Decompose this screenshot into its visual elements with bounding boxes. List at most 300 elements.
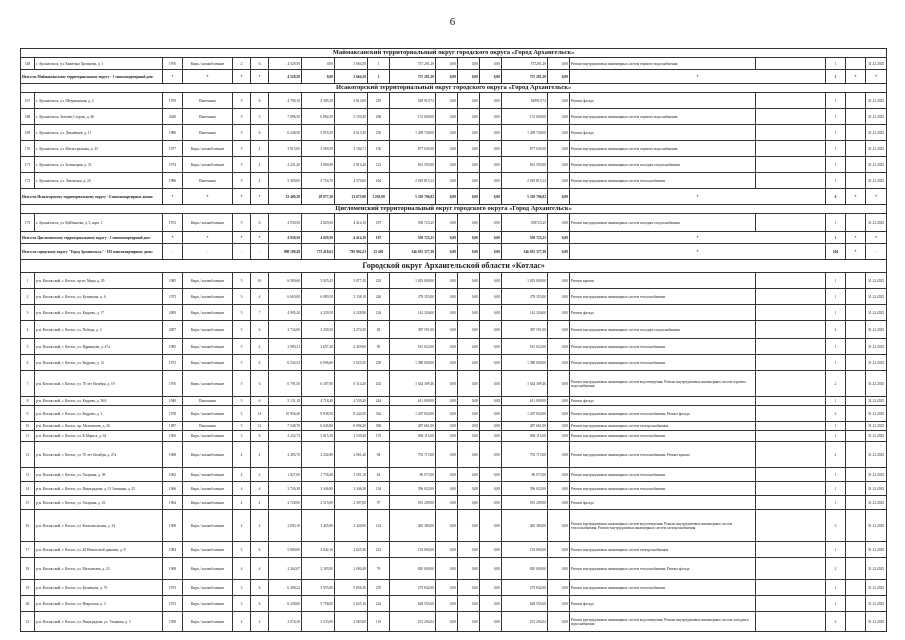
blank-cell [846,273,866,289]
blank-cell [846,558,866,580]
cost-other-cell: 0,00 [548,173,570,189]
entrances-cell: 6 [251,542,269,558]
total-work-cell: * [570,70,826,84]
total-row [21,70,887,84]
table-row [21,339,887,355]
work-note-cell [756,542,826,558]
row-number-cell: 10 [21,422,35,431]
floors-cell: 4 [233,510,251,542]
residential-area-cell: 3 420,90 [335,510,368,542]
total-area-cell: 4 529,50 [269,58,302,70]
total-label-cell: Итого по Маймаксанскому территориальному округу - 1 многоквартирный дом: [21,70,163,84]
cost-total-cell: 591 209,00 [390,496,436,510]
address-cell: г. Архангельск, ул. Штурманская, д. 2 [35,93,163,109]
total-mark-cell: * [846,244,866,260]
cost-owners-cell: 549919,72 [502,93,548,109]
total-count-cell: 6 [826,189,846,205]
cost-owners-cell: 601 583,00 [502,157,548,173]
residential-area-cell: 6 096,20 [335,422,368,431]
cost-other-cell: 0,00 [548,321,570,339]
work-count-cell: 1 [826,431,846,442]
cost-local-cell: 0,00 [480,141,502,157]
year-cell: 1977 [163,141,183,157]
cost-fund-cell: 0,00 [436,157,458,173]
residents-cell: 250 [368,355,390,371]
cost-fund-cell: 0,00 [436,289,458,305]
entrances-cell: 6 [251,371,269,397]
cost-local-cell: 0,00 [480,510,502,542]
cost-other-cell: 0,00 [548,109,570,125]
entrances-cell: 6 [251,214,269,232]
cost-owners-cell: 611 000,00 [502,397,548,406]
deadline-cell: 31.12.2025 [866,173,887,189]
total-area-cell: 6 580,60 [269,273,302,289]
work-count-cell: 2 [826,558,846,580]
residents-cell: 126 [368,305,390,321]
cost-regional-cell: 0,00 [458,612,480,632]
cost-total-cell: 387 591,00 [390,321,436,339]
address-cell: р-н. Котласский, г. Котлас, пр-кт. Мира, д. 29 [35,273,163,289]
total-area-cell: 6 665,00 [269,289,302,305]
residential-area-cell: 4 228,90 [335,305,368,321]
blank-cell [846,580,866,596]
cost-owners-cell: 1 209 728,00 [502,125,548,141]
total-cost-cell: 346 815 377,38 [390,244,436,260]
floors-cell: 5 [233,321,251,339]
wall-material-cell: Кирп./ шлакоблочные [183,371,233,397]
entrances-cell: 4 [251,558,269,580]
total-row [21,189,887,205]
wall-material-cell: Кирп./ шлакоблочные [183,141,233,157]
total-area-cell: 1 827,00 [269,468,302,482]
residential-area-cell: 6 114,20 [335,371,368,397]
table-row [21,93,887,109]
deadline-cell: 31.12.2025 [866,397,887,406]
deadline-cell: 31.12.2025 [866,289,887,305]
total-row [21,232,887,244]
total-cost-fund-cell: 0,00 [436,189,458,205]
table-row [21,422,887,431]
blank-cell [846,406,866,422]
total-cost-fund-cell: 0,00 [436,244,458,260]
residents-cell: 94 [368,442,390,468]
entrances-cell: 4 [251,510,269,542]
residents-cell: 210 [368,273,390,289]
total-residents-cell: 35 491 [368,244,390,260]
work-note-cell [756,371,826,397]
premises-area-cell: 1 758,40 [302,468,335,482]
cost-fund-cell: 0,00 [436,496,458,510]
cost-regional-cell: 0,00 [458,468,480,482]
address-cell: г. Архангельск, ул. Куйбышева, д. 5, корп. 1 [35,214,163,232]
cost-regional-cell: 0,00 [458,125,480,141]
premises-area-cell: 3 754,70 [302,173,335,189]
address-cell: р-н. Котласский, г. Котлас, ул. 28 Невельской дивизии, д. 8 [35,542,163,558]
year-cell: 1973 [163,580,183,596]
cost-local-cell: 0,00 [480,397,502,406]
residential-area-cell: 2 983,00 [335,612,368,632]
work-type-cell: Ремонт внутридомовых инженерных систем холодного водоснабжения [570,157,756,173]
cost-local-cell: 0,00 [480,355,502,371]
residential-area-cell: 5 856,30 [335,580,368,596]
residents-cell: 232 [368,542,390,558]
residents-cell: 1 [368,58,390,70]
cost-total-cell: 192 060,00 [390,542,436,558]
cost-total-cell: 287 661,00 [390,422,436,431]
work-note-cell [756,431,826,442]
work-note-cell [756,93,826,109]
blank-cell [846,510,866,542]
premises-area-cell: 3 233,00 [302,612,335,632]
cost-fund-cell: 0,00 [436,321,458,339]
total-count-cell: 204 [826,244,846,260]
address-cell: р-н. Котласский, г. Котлас, ул. 70 лет Октября, д. 19 [35,371,163,397]
residential-area-cell: 5 150,30 [335,109,368,125]
total-area-cell: 6 448,50 [269,125,302,141]
row-number-cell: 3 [21,305,35,321]
floors-cell: 5 [233,542,251,558]
cost-total-cell: 278 355,00 [390,289,436,305]
total-mark-cell: * [866,232,887,244]
blank-cell [846,157,866,173]
deadline-cell: 31.12.2025 [866,558,887,580]
section-header-row [21,205,887,214]
row-number-cell: 1 [21,273,35,289]
table-row [21,125,887,141]
work-type-cell: Ремонт внутридомовых инженерных систем теплоснабжения [570,355,756,371]
work-note-cell [756,482,826,496]
work-type-cell: Ремонт внутридомовых инженерных систем холодного водоснабжения [570,321,756,339]
work-count-cell: 2 [826,442,846,468]
residents-cell: 62 [368,468,390,482]
table-row [21,580,887,596]
row-number-cell: 14 [21,482,35,496]
cost-local-cell: 0,00 [480,339,502,355]
total-mark-cell: * [163,232,183,244]
cost-local-cell: 0,00 [480,431,502,442]
floors-cell: 5 [233,580,251,596]
row-number-cell: 172 [21,173,35,189]
work-count-cell: 1 [826,125,846,141]
table-row [21,431,887,442]
total-residential-area-cell: 4 414,10 [335,232,368,244]
total-work-cell: * [570,189,826,205]
residential-area-cell: 3 664,50 [335,58,368,70]
cost-fund-cell: 0,00 [436,596,458,612]
entrances-cell: 4 [251,157,269,173]
total-area-cell: 4 232,73 [269,431,302,442]
cost-regional-cell: 0,00 [458,93,480,109]
residents-cell: 95 [368,339,390,355]
floors-cell: 5 [233,339,251,355]
total-cost-regional-cell: 0,00 [458,244,480,260]
entrances-cell: 10 [251,273,269,289]
table-row [21,482,887,496]
total-area-cell: 10 956,40 [269,406,302,422]
address-cell: р-н. Котласский, г. Котлас, ул. Некрасова, д. 3 [35,596,163,612]
work-note-cell [756,510,826,542]
work-type-cell: Ремонт внутридомовых инженерных систем горячего водоснабжения [570,58,756,70]
row-number-cell: 17 [21,542,35,558]
wall-material-cell: Панельные [183,125,233,141]
floors-cell: 5 [233,406,251,422]
total-mark-cell: * [183,232,233,244]
work-note-cell [756,125,826,141]
deadline-cell: 31.12.2025 [866,355,887,371]
deadline-cell: 31.12.2025 [866,580,887,596]
blank-cell [846,596,866,612]
total-mark-cell: * [251,189,269,205]
year-cell: 1980 [163,125,183,141]
cost-fund-cell: 0,00 [436,109,458,125]
cost-total-cell: 1 025 000,00 [390,273,436,289]
blank-cell [846,305,866,321]
cost-other-cell: 0,00 [548,339,570,355]
entrances-cell: 14 [251,406,269,422]
total-mark-cell: - [251,244,269,260]
cost-owners-cell: 387 591,00 [502,321,548,339]
blank-cell [846,321,866,339]
address-cell: р-н. Котласский, г. Котлас, ул. Виноградова, д. 31 Затинная, д. 25 [35,482,163,496]
cost-fund-cell: 0,00 [436,406,458,422]
total-area-cell: 3 803,10 [269,510,302,542]
cost-local-cell: 0,00 [480,93,502,109]
cost-regional-cell: 0,00 [458,580,480,596]
table-row [21,496,887,510]
year-cell: 1963 [163,431,183,442]
blank-cell [846,442,866,468]
address-cell: р-н. Котласский, г. Котлас, ул. Кедрова, д. 12 [35,355,163,371]
cost-local-cell: 0,00 [480,157,502,173]
floors-cell: 3 [233,141,251,157]
total-mark-cell: * [846,232,866,244]
address-cell: р-н. Котласский, г. Котлас, ул. Кузнецова, д. 6 [35,289,163,305]
cost-regional-cell: 0,00 [458,355,480,371]
table-row [21,355,887,371]
cost-regional-cell: 0,00 [458,305,480,321]
year-cell: 1968 [163,558,183,580]
total-mark-cell: * [163,189,183,205]
floors-cell: 3 [233,157,251,173]
premises-area-cell: 4 385,30 [302,93,335,109]
work-type-cell: Ремонт внутридомовых инженерных систем холодного водоснабжения [570,214,756,232]
wall-material-cell: Кирп./ шлакоблочные [183,496,233,510]
cost-owners-cell: 1 380 000,00 [502,355,548,371]
cost-owners-cell: 465 380,00 [502,510,548,542]
cost-fund-cell: 0,00 [436,397,458,406]
cost-fund-cell: 0,00 [436,422,458,431]
residential-area-cell: 2 459,00 [335,339,368,355]
floors-cell: 5 [233,422,251,431]
cost-total-cell: 1 344 309,46 [390,371,436,397]
total-mark-cell: * [233,70,251,84]
work-type-cell: Ремонт внутридомовых инженерных систем водоотведения; Ремонт внутридомовых инженерных систем холодного водоснабжения [570,612,756,632]
total-area-cell: 32 480,30 [269,189,302,205]
year-cell: 1978 [163,406,183,422]
floors-cell: 4 [233,496,251,510]
cost-regional-cell: 0,00 [458,442,480,468]
work-count-cell: 1 [826,93,846,109]
section-title: Городской округ Архангельской области «Котлас» [21,260,887,273]
total-count-cell: 1 [826,232,846,244]
year-cell: 1940 [163,397,183,406]
work-note-cell [756,406,826,422]
cost-local-cell: 0,00 [480,371,502,397]
wall-material-cell: Панельные [183,422,233,431]
address-cell: р-н. Котласский, г. Котлас, ул. Кедрова, д. 17 [35,305,163,321]
deadline-cell: 31.12.2025 [866,157,887,173]
cost-regional-cell: 0,00 [458,321,480,339]
total-area-cell: 998 189,49 [269,244,302,260]
row-number-cell: 6 [21,355,35,371]
cost-regional-cell: 0,00 [458,422,480,431]
work-count-cell: 2 [826,612,846,632]
address-cell: р-н. Котласский, г. Котлас, ул. Виноградова, ул. Ульянова, д. 5 [35,612,163,632]
total-residential-area-cell: 3 664,50 [335,70,368,84]
blank-cell [846,422,866,431]
row-number-cell: 16 [21,510,35,542]
total-area-cell: 7 548,70 [269,422,302,431]
row-number-cell: 148 [21,58,35,70]
year-cell: 1972 [163,214,183,232]
row-number-cell: 2 [21,289,35,305]
table-row [21,510,887,542]
entrances-cell: 2 [251,468,269,482]
cost-local-cell: 0,00 [480,321,502,339]
premises-area-cell: 5 955,00 [302,580,335,596]
cost-fund-cell: 0,00 [436,468,458,482]
cost-owners-cell: 615 022,00 [502,339,548,355]
year-cell: 1970 [163,93,183,109]
total-cost-owners-cell: 558 723,25 [502,232,548,244]
address-cell: г. Архангельск, Зеленец Сторож, д. 46 [35,109,163,125]
cost-total-cell: 142 326,00 [390,305,436,321]
year-cell: 1966 [163,482,183,496]
year-cell: 1976 [163,371,183,397]
work-note-cell [756,612,826,632]
work-count-cell: 1 [826,468,846,482]
table-row [21,442,887,468]
premises-area-cell: 6 882,50 [302,109,335,125]
total-area-cell: 4 930,50 [269,214,302,232]
cost-other-cell: 0,00 [548,482,570,496]
table-row [21,542,887,558]
cost-local-cell: 0,00 [480,109,502,125]
work-type-cell: Ремонт фасада [570,496,756,510]
work-note-cell [756,141,826,157]
work-count-cell: 2 [826,371,846,397]
cost-total-cell: 1 209 728,00 [390,125,436,141]
deadline-cell: 31.12.2025 [866,612,887,632]
residential-area-cell: 3 613,00 [335,93,368,109]
premises-area-cell: 2 515,00 [302,496,335,510]
floors-cell: 5 [233,371,251,397]
cost-other-cell: 0,00 [548,214,570,232]
total-premises-area-cell: 773 418,63 [302,244,335,260]
residents-cell: 250 [368,125,390,141]
total-area-cell: 4 995,20 [269,305,302,321]
work-type-cell: Ремонт внутридомовых инженерных систем теплоснабжения [570,482,756,496]
cost-fund-cell: 0,00 [436,273,458,289]
total-premises-area-cell: 4 829,50 [302,232,335,244]
total-label-cell: Итого по Цигломенскому территориальному округу - 1 многоквартирный дом: [21,232,163,244]
deadline-cell: 31.12.2025 [866,321,887,339]
cost-other-cell: 0,00 [548,93,570,109]
row-number-cell: 13 [21,468,35,482]
work-note-cell [756,58,826,70]
residents-cell: 204 [368,173,390,189]
wall-material-cell: Кирп./ шлакоблочные [183,157,233,173]
entrances-cell: 6 [251,355,269,371]
cost-other-cell: 0,00 [548,406,570,422]
residents-cell: 300 [368,422,390,431]
wall-material-cell: Кирп./ шлакоблочные [183,542,233,558]
deadline-cell: 31.12.2025 [866,406,887,422]
blank-cell [846,482,866,496]
wall-material-cell: Кирп./ шлакоблочные [183,355,233,371]
cost-owners-cell: 737291,20 [502,58,548,70]
cost-owners-cell: 755 715,00 [502,442,548,468]
cost-owners-cell: 820 000,00 [502,558,548,580]
cost-fund-cell: 0,00 [436,442,458,468]
row-number-cell: 5 [21,339,35,355]
work-type-cell: Ремонт внутридомовых инженерных систем теплоснабжения [570,431,756,442]
blank-cell [846,93,866,109]
cost-owners-cell: 628 555,00 [502,596,548,612]
work-count-cell: 1 [826,422,846,431]
cost-regional-cell: 0,00 [458,141,480,157]
total-cost-fund-cell: 0,00 [436,70,458,84]
cost-owners-cell: 1 025 000,00 [502,273,548,289]
row-number-cell: 167 [21,93,35,109]
work-note-cell [756,273,826,289]
floors-cell: 5 [233,109,251,125]
total-area-cell: 5 800,00 [269,542,302,558]
cost-owners-cell: 275 842,00 [502,580,548,596]
work-type-cell: Ремонт фасада [570,397,756,406]
cost-owners-cell: 591 209,00 [502,496,548,510]
floors-cell: 5 [233,305,251,321]
blank-cell [846,339,866,355]
total-area-cell: 3 734,00 [269,321,302,339]
floors-cell: 5 [233,355,251,371]
deadline-cell: 31.12.2025 [866,431,887,442]
wall-material-cell: Кирп./ шлакоблочные [183,406,233,422]
residential-area-cell: 4 414,10 [335,214,368,232]
cost-total-cell: 558 723,25 [390,214,436,232]
wall-material-cell: Кирп./ шлакоблочные [183,596,233,612]
year-cell: 2007 [163,321,183,339]
work-type-cell: Ремонт внутридомовых инженерных систем водоотведения; Ремонт внутридомовых инженерных систем горячего водоснабжения [570,371,756,397]
cost-other-cell: 0,00 [548,558,570,580]
cost-regional-cell: 0,00 [458,339,480,355]
cost-owners-cell: 151 000,00 [502,109,548,125]
blank-cell [846,109,866,125]
total-work-cell: * [570,244,826,260]
cost-total-cell: 877 045,00 [390,141,436,157]
table-row [21,558,887,580]
floors-cell: 5 [233,214,251,232]
cost-regional-cell: 0,00 [458,173,480,189]
cost-regional-cell: 0,00 [458,406,480,422]
cost-fund-cell: 0,00 [436,612,458,632]
year-cell: 1985 [163,339,183,355]
cost-total-cell: 615 022,00 [390,339,436,355]
wall-material-cell: Кирп./ шлакоблочные [183,442,233,468]
work-count-cell: 1 [826,482,846,496]
work-count-cell: 2 [826,406,846,422]
table-row [21,468,887,482]
